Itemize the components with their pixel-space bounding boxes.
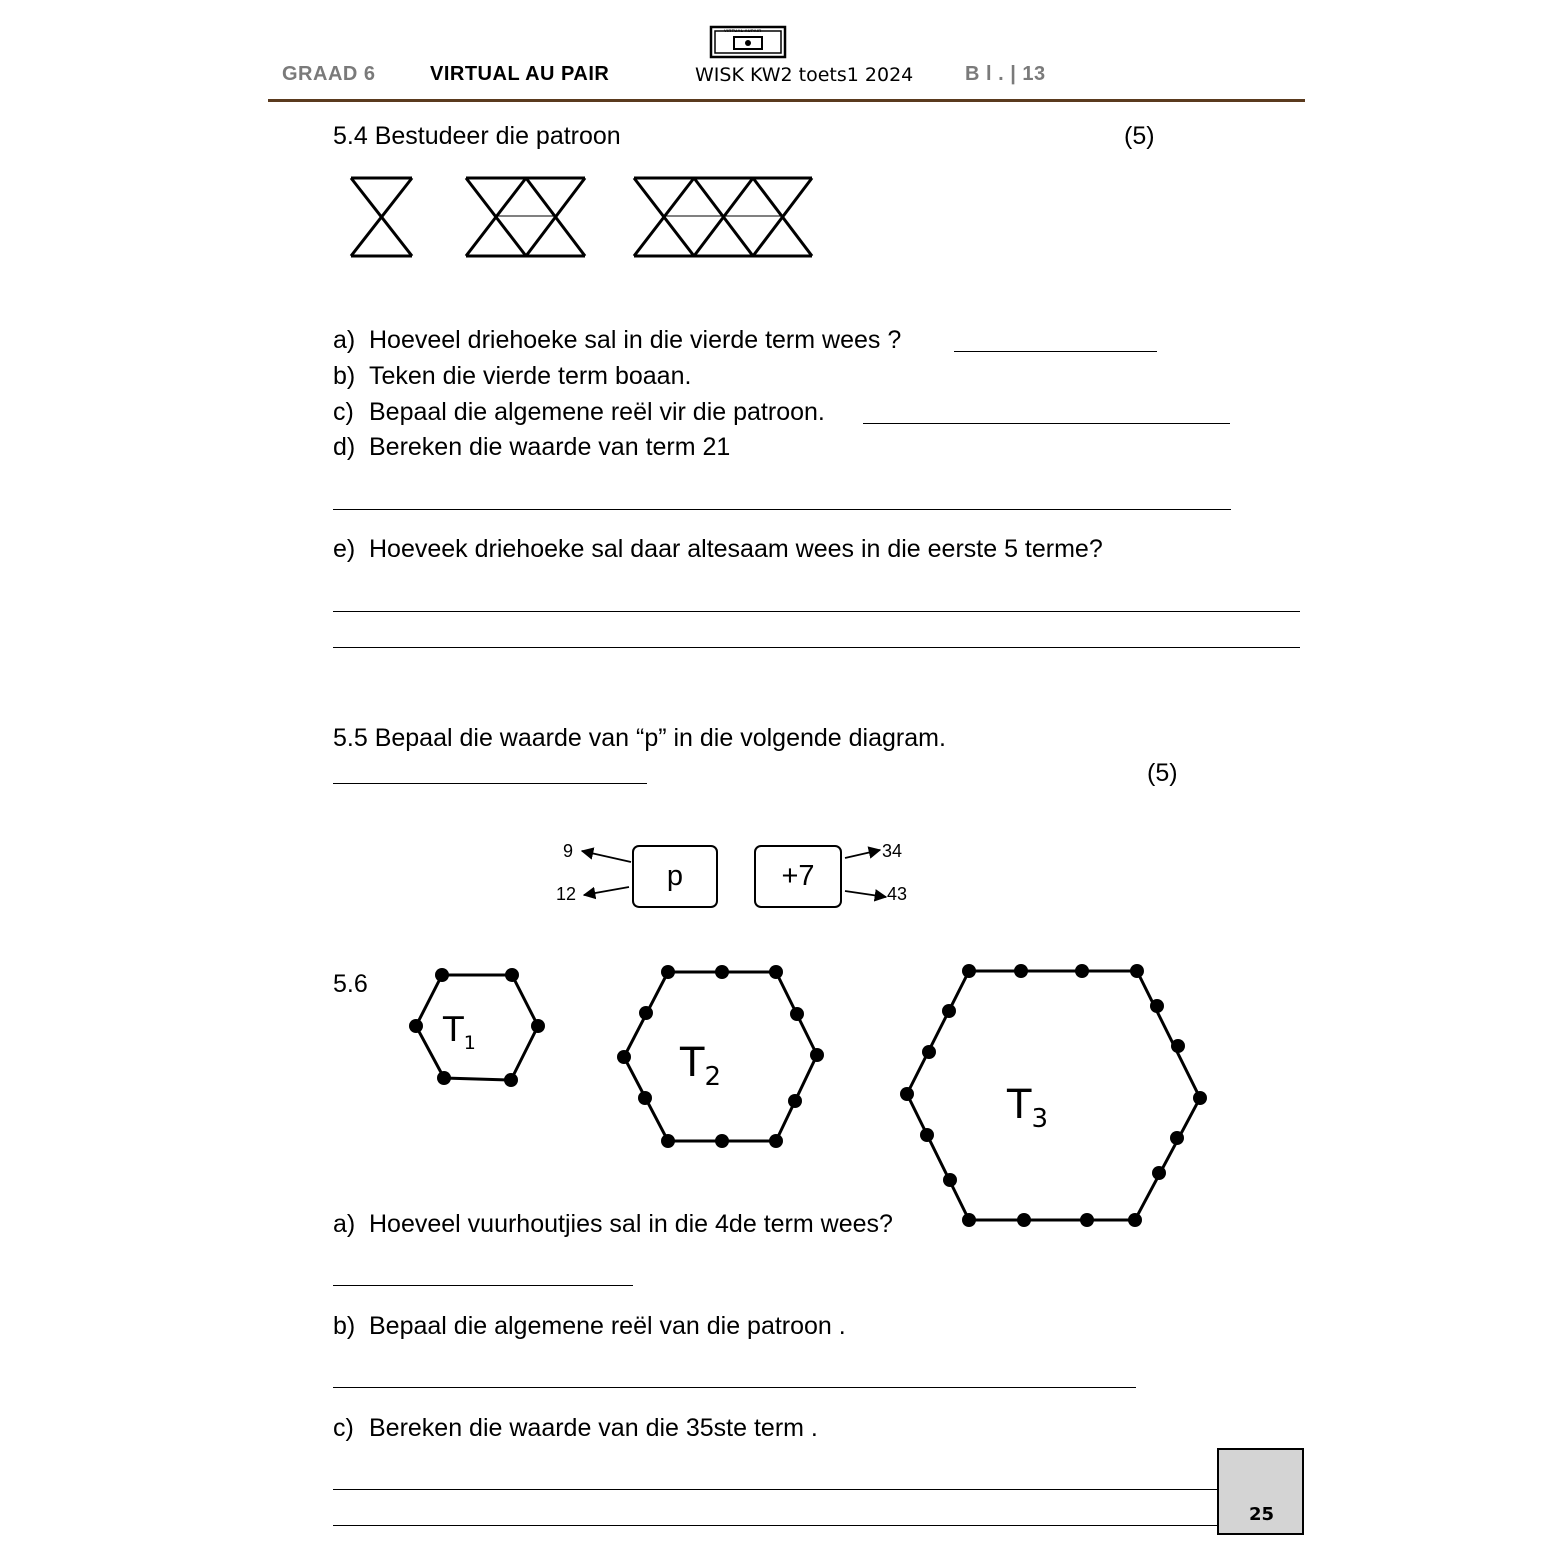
q54b-label: b): [333, 362, 356, 390]
q56b-text: Bepaal die algemene reël van die patroon .: [369, 1312, 846, 1340]
hexagon-t2-sub: 2: [704, 1062, 721, 1092]
output-9: 9: [563, 841, 574, 861]
q56c-answer-line-2[interactable]: [333, 1525, 1218, 1526]
q54d-label: d): [333, 433, 356, 461]
page-number-box: [1217, 1448, 1304, 1535]
output-34: 34: [882, 841, 903, 861]
q56a-text: Hoeveel vuurhoutjies sal in die 4de term wees?: [369, 1210, 893, 1238]
q54-marks: (5): [1124, 122, 1155, 150]
hexagon-t1-label: $T_1$: [443, 1010, 476, 1054]
operator-box-plus7-label: +7: [781, 860, 815, 892]
hexagon-t1: [416, 975, 538, 1080]
hexagon-t3-label: $T_3$: [1007, 1082, 1048, 1134]
q54c-text: Bepaal die algemene reël vir die patroon.: [369, 398, 825, 426]
output-12: 12: [556, 884, 577, 904]
q56b-answer-line[interactable]: [333, 1387, 1136, 1388]
q54-title: 5.4 Bestudeer die patroon: [333, 122, 621, 150]
q55-title: 5.5 Bepaal die waarde van “p” in die volgende diagram.: [333, 724, 946, 752]
q56c-label: c): [333, 1414, 354, 1442]
header-page-label: B l . | 13: [965, 63, 1046, 85]
q54e-label: e): [333, 535, 356, 563]
output-43: 43: [887, 884, 908, 904]
header-grade: GRAAD 6: [282, 63, 376, 85]
q56a-answer-line[interactable]: [333, 1285, 633, 1286]
logo-text: VIRTUAL AUPAIR: [724, 28, 762, 33]
q56-number: 5.6: [333, 970, 368, 998]
q56c-answer-line-1[interactable]: [333, 1489, 1218, 1490]
hexagon-t3-sub: 3: [1031, 1104, 1048, 1134]
q54a-label: a): [333, 326, 356, 354]
q54b-text: Teken die vierde term boaan.: [369, 362, 692, 390]
page-number: 25: [1249, 1504, 1275, 1525]
q56b-label: b): [333, 1312, 356, 1340]
hexagon-t1-sub: 1: [463, 1031, 476, 1054]
hexagon-t2-label: $T_2$: [680, 1040, 721, 1092]
operator-box-p-label: p: [666, 860, 684, 892]
header-subject: WISK KW2 toets1 2024: [695, 64, 914, 86]
q54e-text: Hoeveek driehoeke sal daar altesaam wees in die eerste 5 terme?: [369, 535, 1103, 563]
q54c-label: c): [333, 398, 354, 426]
q54d-text: Bereken die waarde van term 21: [369, 433, 731, 461]
q54a-text: Hoeveel driehoeke sal in die vierde term wees ?: [369, 326, 902, 354]
q56c-text: Bereken die waarde van die 35ste term .: [369, 1414, 818, 1442]
q55-marks: (5): [1147, 759, 1178, 787]
q56a-label: a): [333, 1210, 356, 1238]
header-brand: VIRTUAL AU PAIR: [430, 63, 610, 85]
